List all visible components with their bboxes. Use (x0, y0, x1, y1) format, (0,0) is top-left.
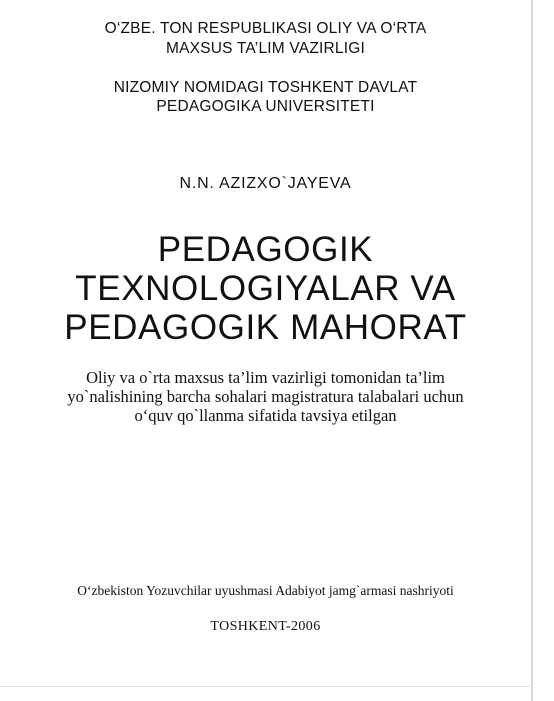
approval-line-3: o‘quv qo`llanma sifatida tavsiya etilgan (134, 406, 397, 425)
page-edge-bottom (0, 686, 533, 687)
university-line-2: PEDAGOGIKA UNIVERSITETI (156, 98, 375, 115)
publisher-name: O‘zbekiston Yozuvchilar uyushmasi Adabiyot jamg`armasi nashriyoti (77, 583, 454, 598)
author-name: N.N. AZIZXO`JAYEVA (179, 175, 352, 192)
university-line-1: NIZOMIY NOMIDAGI TOSHKENT DAVLAT (113, 79, 418, 96)
book-title-line-3: PEDAGOGIK MAHORAT (64, 308, 467, 347)
book-title-line-1: PEDAGOGIK (157, 230, 374, 269)
ministry-line-2: MAXSUS TA’LIM VAZIRLIGI (166, 40, 365, 57)
approval-line-1: Oliy va o`rta maxsus ta’lim vazirligi tomonidan ta’lim (86, 368, 445, 387)
book-title-line-2: TEXNOLOGIYALAR VA (75, 269, 456, 308)
city-year: TOSHKENT-2006 (210, 619, 321, 634)
page-edge-right (531, 0, 533, 701)
ministry-line-1: O‘ZBE. TON RESPUBLIKASI OLIY VA O‘RTA (104, 20, 427, 37)
approval-line-2: yo`nalishining barcha sohalari magistratura talabalari uchun (67, 387, 464, 406)
